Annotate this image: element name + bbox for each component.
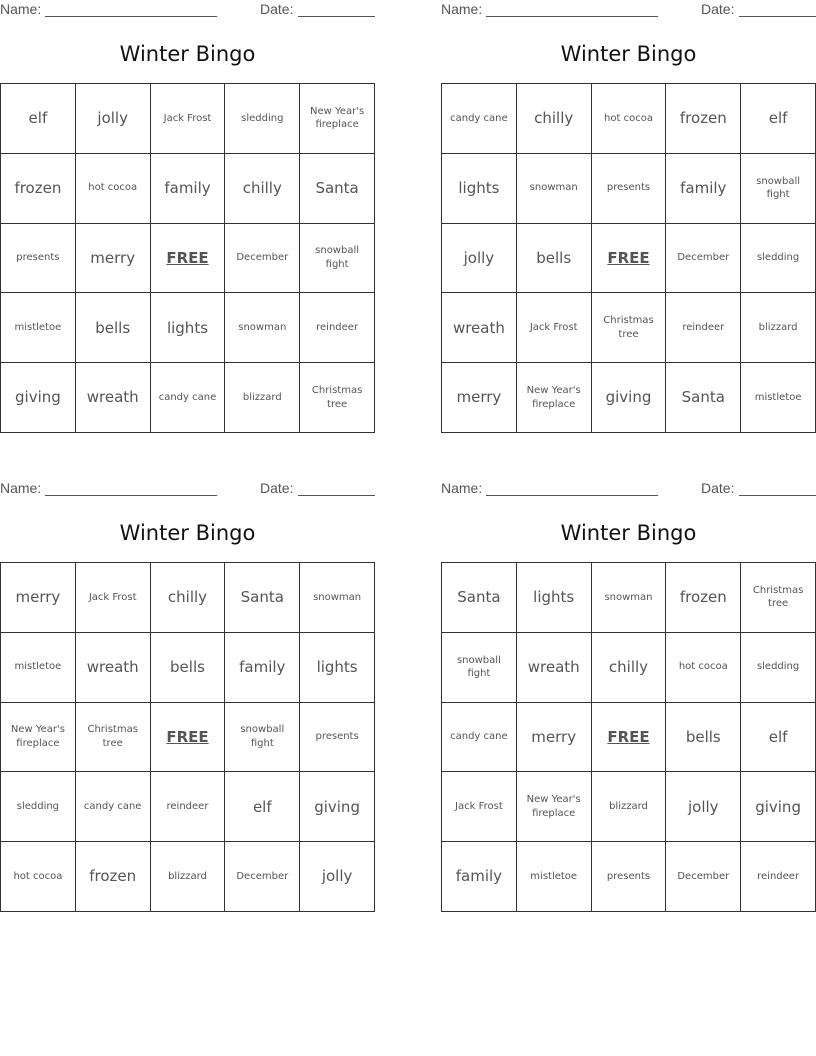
bingo-cell: elf (225, 772, 300, 842)
bingo-cell: reindeer (300, 293, 375, 363)
bingo-cell: blizzard (592, 772, 667, 842)
bingo-cell: Santa (225, 563, 300, 633)
bingo-cell: sledding (741, 633, 816, 703)
bingo-cell: New Year's fireplace (517, 363, 592, 433)
date-label: Date: (701, 1, 735, 17)
name-label: Name: (0, 480, 42, 496)
bingo-cell: family (151, 154, 226, 224)
name-blank-line (45, 495, 217, 496)
name-date-row (0, 480, 375, 500)
bingo-cell: snowball fight (225, 703, 300, 773)
bingo-cell: December (666, 842, 741, 912)
bingo-cell: elf (741, 703, 816, 773)
free-space-cell: FREE (151, 703, 226, 773)
bingo-cell: presents (300, 703, 375, 773)
date-blank-line (298, 16, 375, 17)
bingo-cell: Jack Frost (517, 293, 592, 363)
name-blank-line (486, 16, 658, 17)
card-title: Winter Bingo (560, 521, 697, 545)
bingo-cell: New Year's fireplace (517, 772, 592, 842)
bingo-cell: candy cane (151, 363, 226, 433)
bingo-cell: snowball fight (741, 154, 816, 224)
bingo-cell: frozen (666, 563, 741, 633)
bingo-cell: lights (300, 633, 375, 703)
bingo-cell: frozen (76, 842, 151, 912)
bingo-cell: lights (151, 293, 226, 363)
bingo-card-3 (0, 479, 375, 919)
bingo-cell: jolly (76, 84, 151, 154)
bingo-cell: giving (741, 772, 816, 842)
date-label: Date: (260, 480, 294, 496)
name-blank-line (45, 16, 217, 17)
bingo-cell: lights (442, 154, 517, 224)
name-date-row (441, 480, 816, 500)
bingo-cell: mistletoe (517, 842, 592, 912)
bingo-cell: frozen (666, 84, 741, 154)
date-label: Date: (701, 480, 735, 496)
bingo-card-4 (441, 479, 816, 919)
bingo-cell: sledding (1, 772, 76, 842)
bingo-cell: Christmas tree (76, 703, 151, 773)
bingo-cell: presents (1, 224, 76, 294)
bingo-cell: chilly (225, 154, 300, 224)
bingo-cell: candy cane (442, 84, 517, 154)
free-space-cell: FREE (151, 224, 226, 294)
card-title: Winter Bingo (119, 42, 256, 66)
bingo-cell: presents (592, 154, 667, 224)
bingo-grid (0, 83, 375, 433)
bingo-cell: reindeer (741, 842, 816, 912)
bingo-cell: candy cane (76, 772, 151, 842)
name-label: Name: (441, 1, 483, 17)
bingo-cell: merry (442, 363, 517, 433)
bingo-cell: elf (741, 84, 816, 154)
free-space-cell: FREE (592, 224, 667, 294)
bingo-cell: blizzard (741, 293, 816, 363)
bingo-cell: giving (592, 363, 667, 433)
bingo-card-1 (0, 0, 375, 440)
bingo-cell: giving (300, 772, 375, 842)
bingo-cell: presents (592, 842, 667, 912)
card-title: Winter Bingo (119, 521, 256, 545)
name-date-row (0, 1, 375, 21)
bingo-card-2 (441, 0, 816, 440)
bingo-cell: bells (76, 293, 151, 363)
bingo-cell: New Year's fireplace (300, 84, 375, 154)
bingo-cell: Christmas tree (300, 363, 375, 433)
bingo-cell: hot cocoa (76, 154, 151, 224)
date-blank-line (739, 16, 816, 17)
bingo-cell: merry (1, 563, 76, 633)
name-blank-line (486, 495, 658, 496)
bingo-cell: candy cane (442, 703, 517, 773)
bingo-cell: family (225, 633, 300, 703)
date-blank-line (298, 495, 375, 496)
bingo-cell: Santa (300, 154, 375, 224)
bingo-cell: December (666, 224, 741, 294)
card-title: Winter Bingo (560, 42, 697, 66)
bingo-cell: snowball fight (442, 633, 517, 703)
bingo-cell: hot cocoa (592, 84, 667, 154)
bingo-cell: chilly (592, 633, 667, 703)
bingo-cell: blizzard (225, 363, 300, 433)
bingo-cell: chilly (151, 563, 226, 633)
name-label: Name: (441, 480, 483, 496)
bingo-cell: Jack Frost (442, 772, 517, 842)
bingo-cell: merry (517, 703, 592, 773)
bingo-cell: wreath (442, 293, 517, 363)
bingo-grid (441, 562, 816, 912)
bingo-cell: mistletoe (741, 363, 816, 433)
bingo-cell: snowman (300, 563, 375, 633)
bingo-cell: chilly (517, 84, 592, 154)
bingo-cell: giving (1, 363, 76, 433)
bingo-cell: jolly (300, 842, 375, 912)
bingo-cell: family (442, 842, 517, 912)
bingo-cell: jolly (666, 772, 741, 842)
bingo-cell: reindeer (666, 293, 741, 363)
bingo-cell: blizzard (151, 842, 226, 912)
bingo-cell: Jack Frost (151, 84, 226, 154)
bingo-cell: jolly (442, 224, 517, 294)
bingo-cell: merry (76, 224, 151, 294)
bingo-cell: Santa (666, 363, 741, 433)
bingo-cell: snowman (592, 563, 667, 633)
bingo-cell: wreath (76, 633, 151, 703)
bingo-cell: lights (517, 563, 592, 633)
name-label: Name: (0, 1, 42, 17)
bingo-cell: snowman (225, 293, 300, 363)
bingo-cell: snowman (517, 154, 592, 224)
bingo-cell: Christmas tree (741, 563, 816, 633)
free-space-cell: FREE (592, 703, 667, 773)
bingo-cell: frozen (1, 154, 76, 224)
bingo-cell: December (225, 842, 300, 912)
bingo-grid (0, 562, 375, 912)
date-blank-line (739, 495, 816, 496)
bingo-grid (441, 83, 816, 433)
bingo-cell: December (225, 224, 300, 294)
date-label: Date: (260, 1, 294, 17)
bingo-cell: family (666, 154, 741, 224)
bingo-cell: Jack Frost (76, 563, 151, 633)
bingo-cell: Christmas tree (592, 293, 667, 363)
bingo-cell: snowball fight (300, 224, 375, 294)
bingo-cell: reindeer (151, 772, 226, 842)
bingo-cell: wreath (517, 633, 592, 703)
bingo-cell: hot cocoa (1, 842, 76, 912)
bingo-cell: wreath (76, 363, 151, 433)
bingo-cell: Santa (442, 563, 517, 633)
bingo-cell: hot cocoa (666, 633, 741, 703)
bingo-cell: bells (666, 703, 741, 773)
bingo-cell: sledding (225, 84, 300, 154)
bingo-cell: sledding (741, 224, 816, 294)
bingo-cell: elf (1, 84, 76, 154)
bingo-cell: mistletoe (1, 293, 76, 363)
name-date-row (441, 1, 816, 21)
bingo-cell: mistletoe (1, 633, 76, 703)
bingo-cell: New Year's fireplace (1, 703, 76, 773)
bingo-cell: bells (151, 633, 226, 703)
bingo-cell: bells (517, 224, 592, 294)
